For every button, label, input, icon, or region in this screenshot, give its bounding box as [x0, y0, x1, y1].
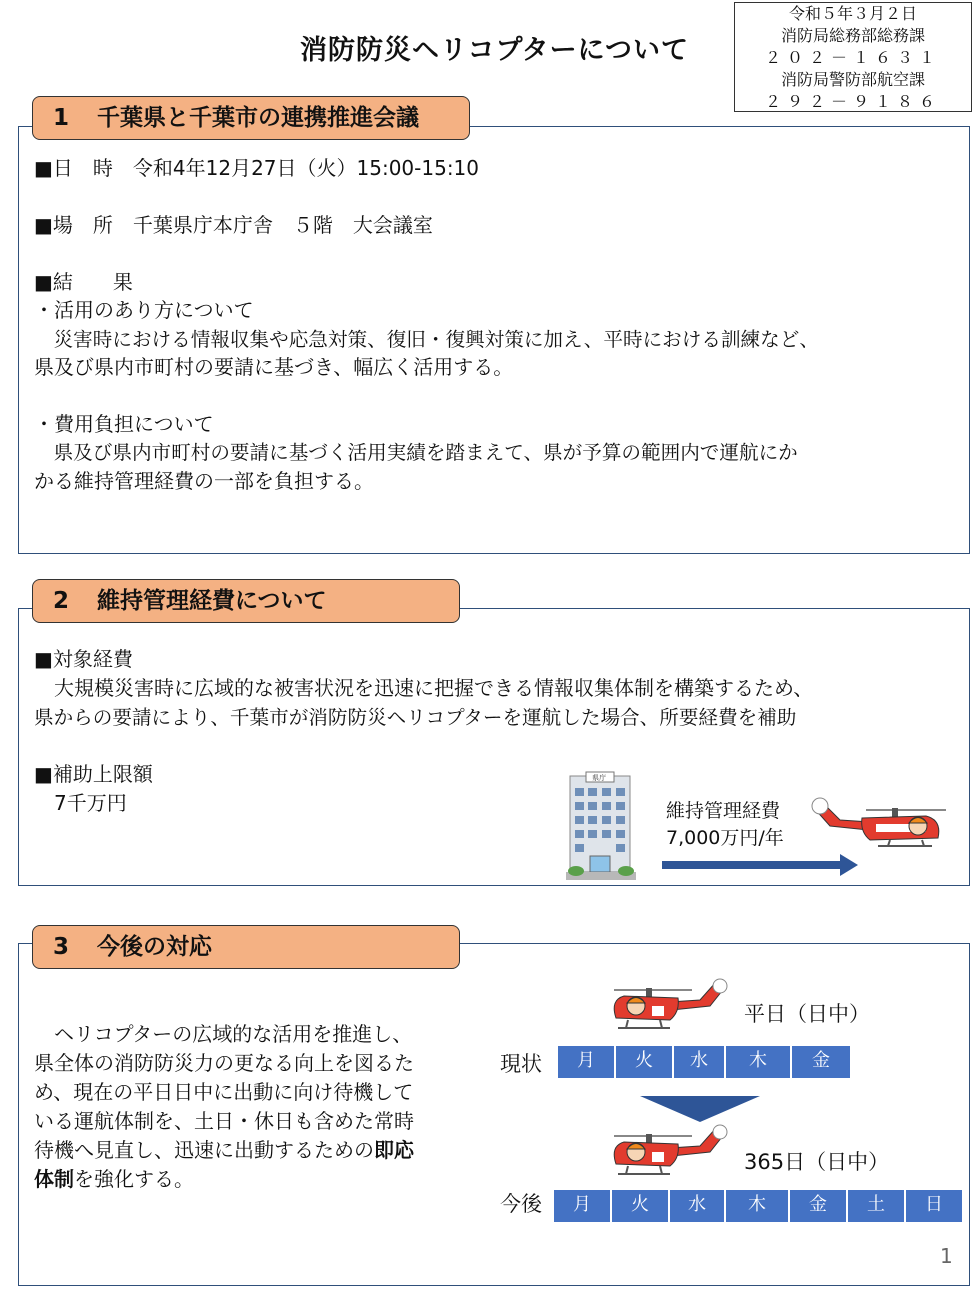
current-day-wed: 水: [674, 1046, 726, 1078]
policy-line-5: [34, 1136, 414, 1165]
page-number: 1: [940, 1244, 953, 1268]
contact-dept-1: 消防局総務部総務課: [780, 26, 925, 45]
building-sign: 県庁: [592, 774, 606, 782]
result-label: ■結 果: [34, 270, 133, 294]
limit-label: ■補助上限額: [34, 762, 153, 786]
policy-line-1: ヘリコプターの広域的な活用を推進し、: [34, 1022, 413, 1046]
policy-line-6: [34, 1165, 194, 1194]
section-1-heading: 千葉県と千葉市の連携推進会議: [97, 105, 419, 131]
usage-line-2: 県及び県内市町村の要請に基づき、幅広く活用する。: [34, 355, 514, 379]
target-label: ■対象経費: [34, 647, 133, 671]
limit-value: 7千万円: [34, 791, 127, 815]
current-day-mon: 月: [558, 1046, 616, 1078]
future-day-thu: 木: [726, 1190, 790, 1222]
future-day-wed: 水: [670, 1190, 726, 1222]
future-day-bar: [554, 1190, 962, 1222]
arrow-label-2: 7,000万円/年: [666, 827, 784, 849]
contact-tel-1: ２０２－１６３１: [764, 48, 941, 67]
policy-bold-1: 即応: [374, 1138, 414, 1162]
arrow-label-1: 維持管理経費: [666, 800, 781, 822]
future-caption: 365日（日中）: [744, 1150, 890, 1174]
down-arrow-icon: [640, 1090, 760, 1124]
future-day-sat: 土: [848, 1190, 906, 1222]
contact-box: [734, 2, 972, 112]
current-caption: 平日（日中）: [744, 1002, 870, 1026]
section-1-number: 1: [53, 105, 70, 131]
target-line-2: 県からの要請により、千葉市が消防防災ヘリコプターを運航した場合、所要経費を補助: [34, 706, 797, 729]
page-title: 消防防災ヘリコプターについて: [300, 35, 690, 66]
current-day-tue: 火: [616, 1046, 674, 1078]
cost-line-2: かる維持管理経費の一部を負担する。: [34, 469, 374, 493]
helicopter-future-icon: [612, 1124, 732, 1188]
target-line-1: 大規模災害時に広域的な被害状況を迅速に把握できる情報収集体制を構築するため、: [34, 676, 814, 700]
usage-line-1: 災害時における情報収集や応急対策、復旧・復興対策に加え、平時における訓練など、: [34, 328, 819, 351]
policy-line-3: め、現在の平日日中に出動に向け待機して: [34, 1080, 414, 1104]
meeting-place: ■場 所 千葉県庁本庁舎 ５階 大会議室: [34, 213, 433, 237]
prefectural-office-building-icon: [566, 770, 636, 882]
current-day-bar: [558, 1046, 850, 1078]
current-day-thu: 木: [726, 1046, 792, 1078]
cost-heading: ・費用負担について: [34, 412, 214, 436]
section-1-header: [32, 96, 470, 140]
future-day-mon: 月: [554, 1190, 612, 1222]
section-3-number: 3: [53, 934, 70, 960]
future-day-tue: 火: [612, 1190, 670, 1222]
section-3-heading: 今後の対応: [97, 934, 212, 960]
section-2-heading: 維持管理経費について: [97, 588, 327, 614]
current-label: 現状: [500, 1052, 542, 1076]
future-day-sun: 日: [906, 1190, 962, 1222]
policy-line-2: 県全体の消防防災力の更なる向上を図るた: [34, 1051, 414, 1075]
helicopter-current-icon: [612, 978, 732, 1042]
policy-bold-2: 体制: [34, 1167, 74, 1191]
helicopter-icon: [808, 796, 948, 866]
future-label: 今後: [500, 1192, 542, 1216]
contact-dept-2: 消防局警防部航空課: [780, 70, 925, 89]
section-2-number: 2: [53, 588, 70, 614]
contact-date: 令和５年３月２日: [788, 4, 917, 23]
meeting-datetime: ■日 時 令和4年12月27日（火）15:00-15:10: [34, 156, 480, 180]
future-day-fri: 金: [790, 1190, 848, 1222]
section-3-header: [32, 925, 460, 969]
policy-line-5-text: 待機へ見直し、迅速に出動するための: [34, 1138, 374, 1162]
cost-line-1: 県及び県内市町村の要請に基づく活用実績を踏まえて、県が予算の範囲内で運航にか: [34, 441, 798, 464]
usage-heading: ・活用のあり方について: [34, 298, 254, 322]
policy-tail: を強化する。: [74, 1167, 194, 1191]
policy-line-4: いる運航体制を、土日・休日も含めた常時: [34, 1109, 414, 1133]
contact-tel-2: ２９２－９１８６: [764, 92, 941, 111]
section-2-header: [32, 579, 460, 623]
current-day-fri: 金: [792, 1046, 850, 1078]
